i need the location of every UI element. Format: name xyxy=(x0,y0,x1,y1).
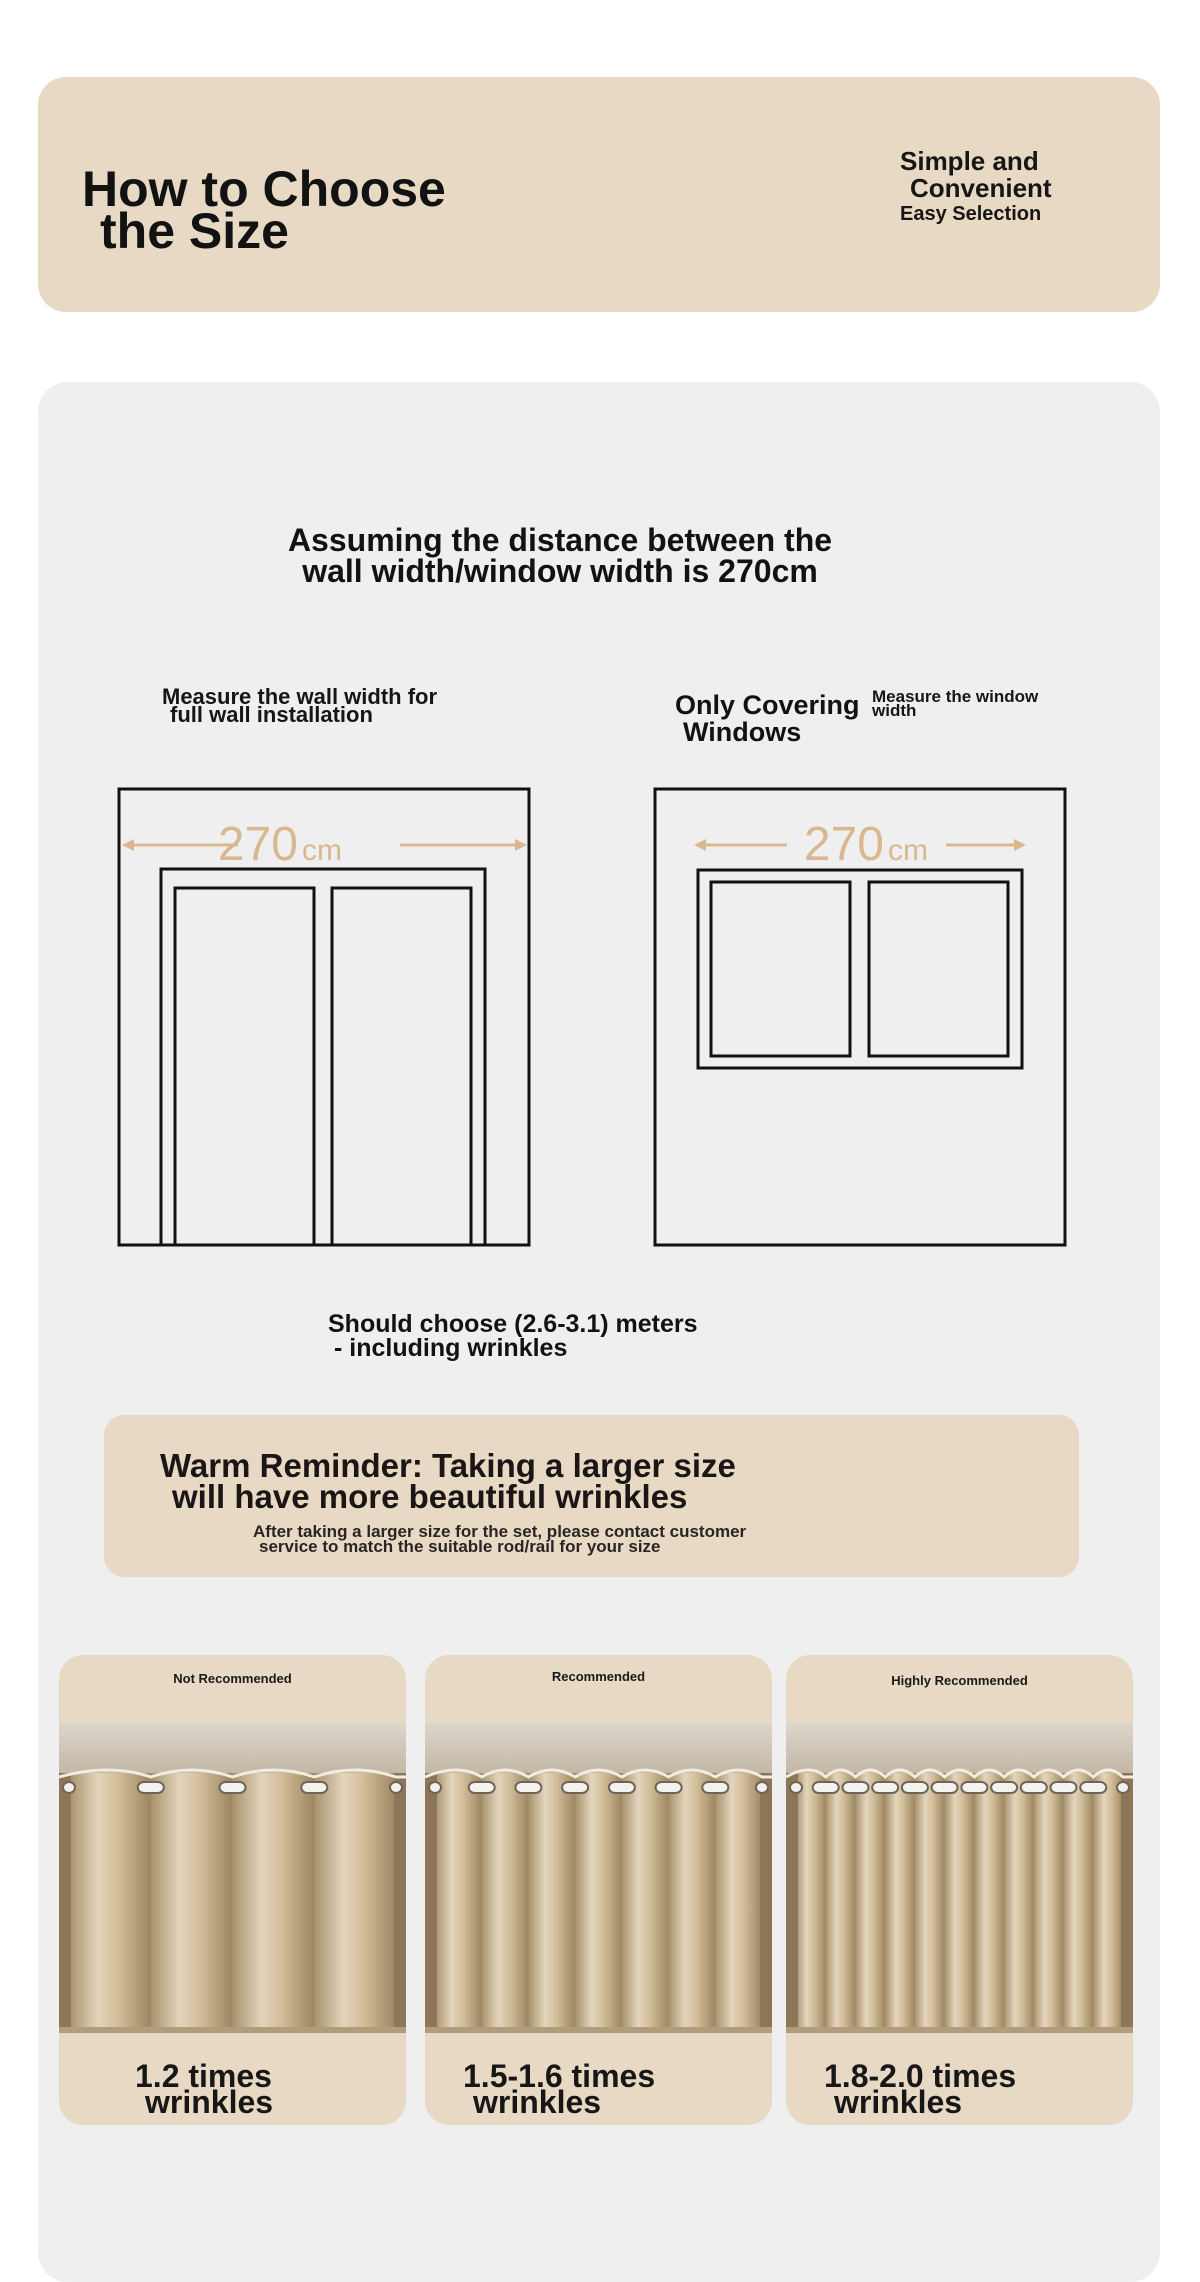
curtain-fold xyxy=(528,1773,575,2033)
curtain-fold xyxy=(715,1773,762,2033)
grommet-ring xyxy=(390,1782,402,1793)
curtain-fold xyxy=(1004,1773,1034,2033)
grommet-ring xyxy=(562,1782,588,1793)
grommet-ring xyxy=(63,1782,75,1793)
curtain-edge-right xyxy=(1121,1773,1133,2033)
option-card-not-recommended xyxy=(59,1655,406,2125)
title-line-2: the Size xyxy=(100,203,289,259)
grommet-ring xyxy=(609,1782,635,1793)
grommet-ring xyxy=(843,1782,869,1793)
curtain-fold xyxy=(69,1773,151,2033)
option-wrinkle-text xyxy=(425,2058,772,2120)
curtain-fold xyxy=(915,1773,945,2033)
option-label: Not Recommended xyxy=(173,1671,292,1686)
window-caption xyxy=(872,687,1092,720)
curtain-bottom xyxy=(786,2027,1133,2033)
assumption-line-1: Assuming the distance between the xyxy=(287,522,833,558)
window-diagram xyxy=(655,789,1065,1245)
grommet-ring xyxy=(515,1782,541,1793)
measurement-diagrams xyxy=(0,780,1200,1260)
grommet-ring xyxy=(991,1782,1017,1793)
grommet-ring xyxy=(1051,1782,1077,1793)
option-wrinkle-line-2: wrinkles xyxy=(834,2084,963,2120)
recommendation-line-1: Should choose (2.6-3.1) meters xyxy=(328,1310,698,1338)
wall-measure-value: 270 xyxy=(217,818,298,871)
grommet-ring xyxy=(1080,1782,1106,1793)
curtain-illustration-3 xyxy=(786,1723,1133,2043)
window-title-line-1: Only Covering xyxy=(675,690,860,720)
tagline-line-2: Convenient xyxy=(910,173,1052,203)
curtain-fold xyxy=(1034,1773,1064,2033)
curtain-fold xyxy=(575,1773,622,2033)
curtain-edge-left xyxy=(786,1773,798,2033)
curtain-fold xyxy=(826,1773,856,2033)
wall-caption-line-2: full wall installation xyxy=(170,702,373,727)
grommet-ring xyxy=(702,1782,728,1793)
grommet-ring xyxy=(961,1782,987,1793)
curtain-fold xyxy=(482,1773,529,2033)
wall-measure-unit: cm xyxy=(302,834,342,867)
curtain-fold xyxy=(151,1773,233,2033)
recommendation-line-2: - including wrinkles xyxy=(334,1334,568,1362)
window-measure-value: 270 xyxy=(803,818,884,871)
wall-caption xyxy=(162,684,542,727)
grommet-ring xyxy=(656,1782,682,1793)
option-wrinkle-line-1: 1.8-2.0 times xyxy=(824,2058,1017,2094)
window-caption-line-2: width xyxy=(872,701,917,720)
curtain-fold xyxy=(945,1773,975,2033)
grommet-ring xyxy=(932,1782,958,1793)
grommet-ring xyxy=(756,1782,768,1793)
curtain-fold xyxy=(1064,1773,1094,2033)
grommet-ring xyxy=(301,1782,327,1793)
title-line-1: How to Choose xyxy=(82,161,446,217)
reminder-sub-line-1: After taking a larger size for the set, please contact customer xyxy=(253,1522,747,1541)
curtain-edge-left xyxy=(59,1773,71,2033)
option-wrinkle-text xyxy=(59,2058,406,2120)
window-caption-line-1: Measure the window xyxy=(872,687,1039,706)
option-wrinkle-line-2: wrinkles xyxy=(145,2084,274,2120)
curtain-fold xyxy=(856,1773,886,2033)
curtain-fold xyxy=(796,1773,826,2033)
grommet-ring xyxy=(1021,1782,1047,1793)
assumption-line-2: wall width/window width is 270cm xyxy=(302,553,818,589)
option-card-recommended xyxy=(425,1655,772,2125)
recommendation-text xyxy=(328,1312,848,1360)
curtain-fold xyxy=(314,1773,396,2033)
tagline-line-3: Easy Selection xyxy=(900,203,1042,225)
curtain-bottom xyxy=(59,2027,406,2033)
option-wrinkle-line-2: wrinkles xyxy=(473,2084,602,2120)
option-wrinkle-line-1: 1.2 times xyxy=(135,2058,272,2094)
option-wrinkle-text xyxy=(786,2058,1133,2120)
window-title-line-2: Windows xyxy=(683,717,802,747)
reminder-title xyxy=(160,1447,960,1515)
curtain-fold xyxy=(435,1773,482,2033)
curtain-illustration-1 xyxy=(59,1723,406,2043)
grommet-ring xyxy=(1117,1782,1129,1793)
option-label: Recommended xyxy=(551,1669,646,1684)
curtain-fold xyxy=(974,1773,1004,2033)
reminder-subtext xyxy=(253,1524,913,1554)
option-wrinkle-line-1: 1.5-1.6 times xyxy=(463,2058,656,2094)
grommet-ring xyxy=(138,1782,164,1793)
wall-diagram xyxy=(119,789,529,1245)
curtain-edge-left xyxy=(425,1773,437,2033)
reminder-sub-line-2: service to match the suitable rod/rail for your size xyxy=(259,1537,661,1556)
curtain-fold xyxy=(622,1773,669,2033)
grommet-ring xyxy=(220,1782,246,1793)
grommet-ring xyxy=(902,1782,928,1793)
curtain-bottom xyxy=(425,2027,772,2033)
grommet-ring xyxy=(872,1782,898,1793)
curtain-edge-right xyxy=(760,1773,772,2033)
window-measure-unit: cm xyxy=(888,834,928,867)
curtain-edge-right xyxy=(394,1773,406,2033)
curtain-illustration-2 xyxy=(425,1723,772,2043)
curtain-fold xyxy=(885,1773,915,2033)
grommet-ring xyxy=(790,1782,802,1793)
tagline-line-1: Simple and xyxy=(900,146,1039,176)
header-tagline xyxy=(900,148,1130,226)
option-label: Highly Recommended xyxy=(891,1673,1028,1688)
option-card-highly-recommended xyxy=(786,1655,1133,2125)
curtain-fold xyxy=(669,1773,716,2033)
grommet-ring xyxy=(429,1782,441,1793)
wall-caption-line-1: Measure the wall width for xyxy=(162,684,438,709)
page-title xyxy=(82,161,642,259)
grommet-ring xyxy=(813,1782,839,1793)
reminder-title-line-1: Warm Reminder: Taking a larger size xyxy=(160,1447,736,1484)
curtain-fold xyxy=(1093,1773,1123,2033)
grommet-ring xyxy=(469,1782,495,1793)
reminder-title-line-2: will have more beautiful wrinkles xyxy=(172,1478,688,1515)
curtain-fold xyxy=(233,1773,315,2033)
assumption-text xyxy=(180,522,940,589)
